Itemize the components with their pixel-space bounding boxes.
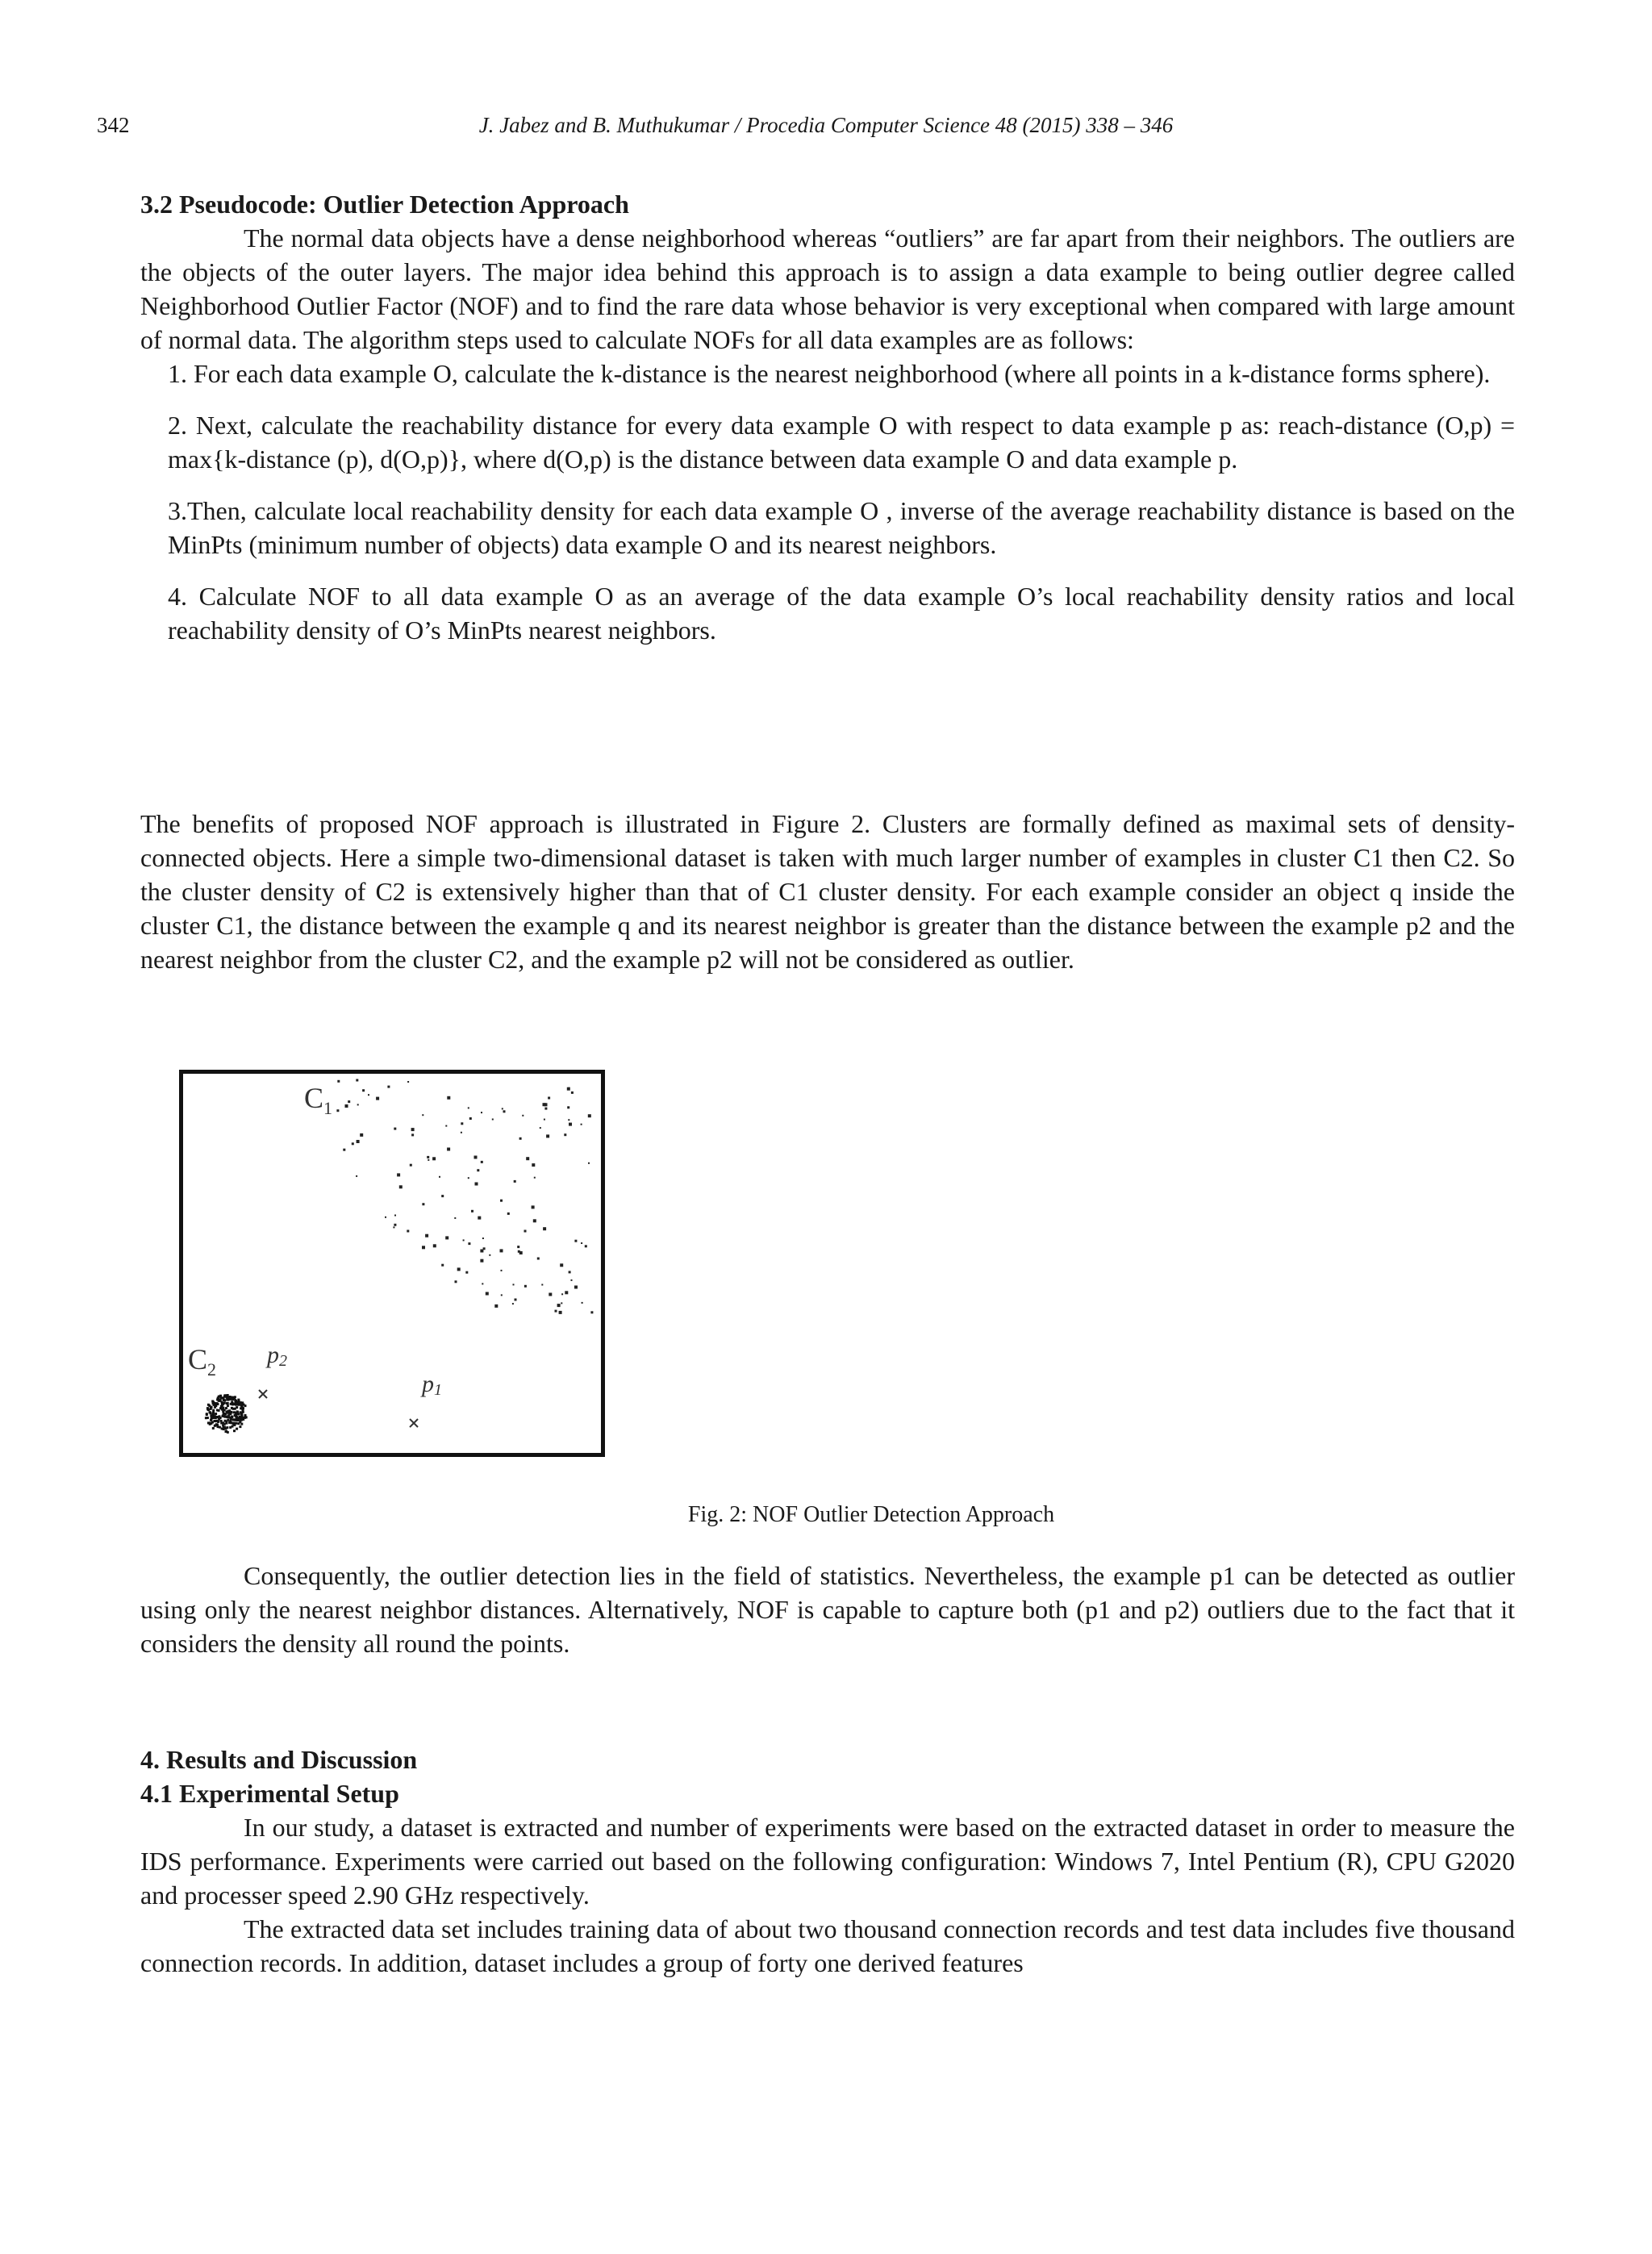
c1-point: [336, 1109, 339, 1112]
c1-point: [394, 1128, 396, 1130]
c2-point: [239, 1416, 241, 1418]
c1-point: [574, 1286, 578, 1289]
c1-point: [590, 1311, 593, 1313]
step-item: 2. Next, calculate the reachability distance for every data example O with respect to data example p as: reach-distance (O,p) = max{k-distance (p), d(O,p)}, where d(O,p) is the distance between data example O and data example p.: [168, 411, 1515, 474]
c1-point: [588, 1114, 591, 1117]
c1-point: [526, 1157, 529, 1160]
c1-point: [468, 1177, 469, 1179]
c1-point: [368, 1094, 369, 1096]
c1-point: [500, 1249, 503, 1252]
c1-point: [514, 1180, 516, 1183]
c1-point: [481, 1161, 483, 1163]
c1-point: [385, 1217, 386, 1218]
c1-point: [407, 1230, 409, 1233]
c1-point: [574, 1240, 577, 1242]
c1-point: [482, 1283, 483, 1284]
c1-point: [411, 1128, 415, 1131]
c2-point: [236, 1428, 238, 1430]
c1-point: [494, 1304, 498, 1308]
c1-point: [561, 1302, 562, 1304]
c1-point: [501, 1294, 503, 1296]
c1-point: [568, 1087, 569, 1089]
marker-p2: [259, 1390, 267, 1398]
c2-point: [232, 1402, 234, 1405]
c1-point: [544, 1119, 545, 1121]
c2-point: [221, 1405, 223, 1408]
c1-point: [502, 1108, 503, 1109]
subsection-heading: 4.1 Experimental Setup: [140, 1779, 399, 1808]
c2-point: [233, 1424, 236, 1426]
c1-point: [477, 1169, 479, 1171]
scatter-plot: [183, 1074, 601, 1453]
c1-point: [507, 1213, 510, 1215]
c1-point: [546, 1134, 549, 1137]
c1-point: [581, 1242, 582, 1244]
c1-point: [360, 1133, 363, 1137]
c1-point: [447, 1096, 450, 1100]
c2-point: [236, 1417, 239, 1420]
c1-point: [387, 1086, 390, 1088]
dataset-paragraph: The extracted data set includes training data of about two thousand connection records and test data includes five thousand connection records. In addition, dataset includes a group of forty one derived features: [140, 1914, 1515, 1977]
c2-point: [218, 1400, 220, 1402]
c2-point: [212, 1427, 215, 1430]
c1-point: [549, 1293, 552, 1296]
c1-point: [568, 1119, 569, 1121]
section-heading: 3.2 Pseudocode: Outlier Detection Approach: [140, 190, 629, 219]
c1-point: [376, 1097, 379, 1100]
algorithm-steps: [140, 357, 1515, 647]
c2-point: [222, 1410, 224, 1413]
c2-point: [237, 1422, 240, 1425]
c2-point: [235, 1413, 237, 1416]
c1-point: [534, 1177, 536, 1179]
label-c1: $C_1$: [304, 1082, 333, 1118]
c1-point: [560, 1263, 563, 1267]
c2-point: [234, 1408, 236, 1410]
running-head: J. Jabez and B. Muthukumar / Procedia Computer Science 48 (2015) 338 – 346: [478, 113, 1174, 137]
c1-point: [564, 1133, 566, 1136]
c1-point: [469, 1117, 472, 1120]
c1-point: [540, 1127, 541, 1129]
c1-point: [357, 1104, 359, 1105]
c1-point: [422, 1203, 424, 1205]
c1-point: [410, 1164, 412, 1167]
cluster-c2-points: [205, 1394, 248, 1434]
section-heading: 4. Results and Discussion: [140, 1745, 418, 1774]
c2-point: [232, 1425, 234, 1428]
c1-point: [465, 1271, 468, 1274]
c1-point: [447, 1148, 450, 1151]
c2-point: [212, 1409, 215, 1412]
c1-point: [480, 1259, 483, 1263]
c2-point: [234, 1396, 236, 1398]
c2-point: [215, 1420, 217, 1422]
c1-point: [555, 1310, 557, 1313]
c1-point: [407, 1081, 409, 1083]
c1-point: [501, 1270, 503, 1271]
c1-point: [475, 1183, 478, 1186]
c1-point: [486, 1292, 489, 1296]
c1-point: [500, 1200, 503, 1202]
c1-point: [454, 1217, 456, 1219]
c1-point: [588, 1162, 590, 1164]
c1-point: [492, 1119, 494, 1121]
c2-point: [209, 1411, 211, 1413]
c1-point: [362, 1089, 365, 1092]
c2-point: [226, 1402, 228, 1405]
c2-point: [235, 1404, 237, 1406]
c1-point: [425, 1234, 428, 1238]
c1-point: [567, 1106, 569, 1108]
c1-point: [433, 1244, 436, 1247]
c2-point: [221, 1427, 223, 1430]
c2-point: [234, 1399, 236, 1401]
c1-point: [524, 1230, 527, 1233]
c1-point: [432, 1157, 436, 1160]
c1-point: [518, 1250, 520, 1253]
c1-point: [428, 1159, 429, 1161]
c1-point: [445, 1125, 447, 1127]
c2-point: [211, 1417, 213, 1420]
benefits-paragraph: The benefits of proposed NOF approach is illustrated in Figure 2. Clusters are formally defined as maximal sets of density-connected objects. Here a simple two-dimensional dataset is taken with much larger number of examples in cluster C1 then C2. So the cluster density of C2 is extensively higher than that of C1 cluster density. For each example consider an object q inside the cluster C1, the distance between the example q and its nearest neighbor is greater than the distance between the example p2 and the nearest neighbor from the cluster C2, and the example p2 will not be considered as outlier.: [140, 809, 1515, 974]
c2-point: [207, 1421, 210, 1424]
c1-point: [356, 1079, 358, 1082]
step-item: 1. For each data example O, calculate the k-distance is the nearest neighborhood (where all points in a k-distance forms sphere).: [168, 359, 1491, 388]
c2-point: [243, 1404, 245, 1406]
c1-point: [337, 1080, 340, 1083]
c2-point: [220, 1422, 223, 1425]
figure-2: [179, 1070, 605, 1457]
c2-point: [225, 1407, 227, 1409]
c2-point: [231, 1416, 233, 1418]
after-figure-paragraph: Consequently, the outlier detection lies in the field of statistics. Nevertheless, the example p1 can be detected as outlier using only the nearest neighbor distances. Alternatively, NOF is capable to capture both (p1 and p2) outliers due to the fact that it considers the density all round the points.: [140, 1561, 1515, 1658]
c2-point: [210, 1408, 212, 1410]
c1-point: [397, 1173, 400, 1176]
label-c2: $C_2$: [188, 1343, 217, 1380]
c1-point: [548, 1097, 550, 1100]
c1-point: [517, 1246, 519, 1248]
c1-point: [569, 1271, 571, 1273]
c2-point: [215, 1402, 218, 1405]
c2-point: [215, 1413, 217, 1415]
c2-point: [232, 1419, 235, 1421]
c1-point: [439, 1176, 440, 1178]
c1-point: [461, 1122, 463, 1125]
page-number: 342: [97, 113, 130, 137]
c2-point: [206, 1413, 208, 1416]
c1-point: [441, 1264, 444, 1267]
c1-point: [544, 1103, 548, 1106]
c1-point: [463, 1239, 465, 1241]
c2-point: [240, 1413, 243, 1415]
c1-point: [343, 1149, 345, 1151]
c2-point: [230, 1421, 232, 1424]
setup-paragraph: In our study, a dataset is extracted and number of experiments were based on the extracted dataset in order to measure the IDS performance. Experiments were carried out based on the following configuration: Windows 7, Intel Pentium (R), CPU G2020 and processer speed 2.90 GHz respectively.: [140, 1813, 1515, 1910]
c1-point: [582, 1302, 583, 1304]
c1-point: [557, 1304, 561, 1307]
c1-point: [513, 1284, 515, 1285]
c2-point: [237, 1399, 240, 1401]
c1-point: [345, 1104, 348, 1108]
c2-point: [227, 1405, 229, 1407]
intro-paragraph: The normal data objects have a dense neighborhood whereas “outliers” are far apart from their neighbors. The outliers are the objects of the outer layers. The major idea behind this approach is to assign a data example to being outlier degree called Neighborhood Outlier Factor (NOF) and to find the rare data whose behavior is very exceptional when compared with large amount of normal data. The algorithm steps used to calculate NOFs for all data examples are as follows:: [140, 223, 1515, 354]
c1-point: [585, 1245, 587, 1247]
c1-point: [512, 1303, 514, 1304]
c1-point: [532, 1205, 535, 1208]
c1-point: [533, 1219, 536, 1222]
c1-point: [399, 1185, 403, 1188]
c2-point: [205, 1417, 207, 1419]
c1-point: [532, 1163, 535, 1167]
c1-point: [422, 1114, 423, 1116]
c2-point: [223, 1402, 226, 1405]
c2-point: [210, 1415, 212, 1417]
c1-point: [561, 1293, 563, 1295]
c2-point: [244, 1417, 246, 1419]
c2-point: [227, 1431, 229, 1434]
benefits-block: [140, 807, 1515, 976]
c1-point: [411, 1133, 414, 1136]
step-item: 3.Then, calculate local reachability density for each data example O , inverse of the average reachability distance is based on the MinPts (minimum number of objects) data example O and its nearest neighbors.: [168, 496, 1515, 559]
c2-point: [216, 1424, 219, 1426]
c1-point: [422, 1246, 425, 1249]
c2-point: [237, 1413, 240, 1415]
c1-point: [468, 1107, 469, 1108]
c1-point: [581, 1124, 582, 1125]
c2-point: [216, 1409, 219, 1412]
c2-point: [223, 1415, 225, 1417]
c1-point: [565, 1291, 568, 1294]
section-4: [140, 1743, 1515, 1980]
marker-p1: [410, 1419, 418, 1427]
c2-point: [242, 1407, 244, 1409]
c1-point: [522, 1115, 524, 1117]
c1-point: [515, 1299, 517, 1301]
c1-point: [455, 1280, 457, 1283]
c1-point: [474, 1156, 478, 1159]
figure-caption: Fig. 2: NOF Outlier Detection Approach: [687, 1502, 1055, 1527]
c2-point: [218, 1396, 220, 1398]
c1-point: [569, 1123, 572, 1126]
c1-point: [524, 1285, 527, 1288]
c1-point: [543, 1227, 546, 1230]
c1-point: [394, 1215, 396, 1217]
c2-point: [213, 1402, 215, 1405]
c2-point: [223, 1426, 226, 1429]
c1-point: [357, 1140, 360, 1143]
c2-point: [240, 1423, 243, 1425]
c2-point: [233, 1430, 236, 1432]
label-p2: p2: [267, 1342, 287, 1370]
c2-point: [206, 1408, 209, 1410]
c2-point: [207, 1404, 210, 1406]
c2-point: [228, 1409, 231, 1412]
c2-point: [229, 1398, 232, 1400]
c1-point: [489, 1254, 490, 1256]
c2-point: [221, 1409, 223, 1411]
c1-point: [461, 1132, 462, 1133]
c1-point: [457, 1267, 461, 1271]
c2-point: [214, 1406, 216, 1409]
c1-point: [571, 1092, 574, 1094]
c2-point: [218, 1415, 220, 1417]
c1-point: [441, 1195, 444, 1197]
c2-point: [239, 1420, 241, 1422]
c1-point: [468, 1242, 470, 1245]
c2-point: [239, 1425, 241, 1428]
label-p1: p1: [422, 1371, 442, 1399]
c2-point: [220, 1420, 223, 1422]
c1-point: [394, 1224, 396, 1226]
c1-point: [482, 1238, 484, 1239]
c1-point: [352, 1142, 354, 1145]
cluster-c1-points: [336, 1079, 593, 1314]
c1-point: [427, 1156, 429, 1158]
c1-point: [393, 1226, 394, 1228]
c1-point: [519, 1137, 522, 1140]
section-3-2: [140, 187, 1515, 665]
c2-point: [215, 1416, 217, 1418]
c1-point: [356, 1175, 357, 1177]
c2-point: [238, 1404, 240, 1406]
c1-point: [544, 1108, 547, 1110]
c1-point: [478, 1217, 481, 1220]
c1-point: [559, 1311, 562, 1314]
c2-point: [217, 1421, 219, 1423]
c1-point: [503, 1110, 506, 1112]
step-item: 4. Calculate NOF to all data example O as an average of the data example O’s local reachability density ratios and local reachability density of O’s MinPts nearest neighbors.: [168, 582, 1515, 645]
c1-point: [537, 1258, 540, 1260]
after-figure-block: [140, 1559, 1515, 1660]
c1-point: [445, 1236, 448, 1239]
c1-point: [471, 1210, 473, 1213]
c1-point: [571, 1279, 573, 1281]
c2-point: [227, 1399, 230, 1401]
c2-point: [225, 1421, 227, 1423]
c1-point: [481, 1112, 482, 1113]
c1-point: [483, 1247, 486, 1250]
c2-point: [223, 1396, 226, 1398]
c1-point: [541, 1284, 543, 1286]
c1-point: [348, 1100, 350, 1103]
